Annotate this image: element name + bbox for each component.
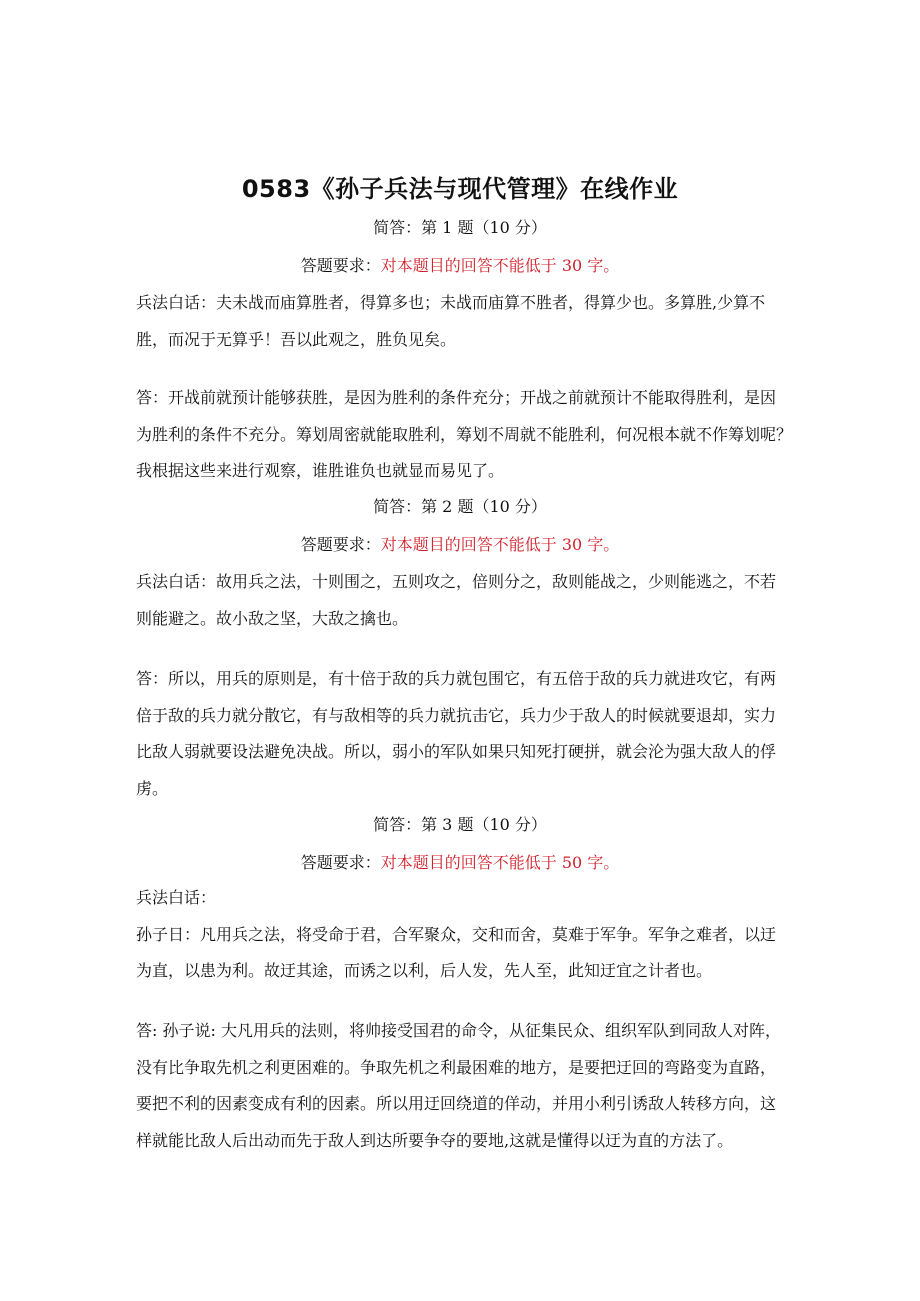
question-1-answer — [136, 380, 791, 490]
question-1-heading: 简答：第 1 题（10 分） — [373, 218, 547, 237]
question-3-requirement — [0, 850, 920, 876]
question-2-source-text — [136, 564, 791, 637]
text-line: 兵法白话： — [136, 888, 217, 907]
question-3-answer — [136, 1013, 791, 1159]
text-line: 比敌人弱就要设法避免决战。所以，弱小的军队如果只知死打硬拼，就会沦为强大敌人的俘 — [136, 742, 777, 761]
text-line: 虏。 — [136, 778, 169, 798]
text-line: 倍于敌的兵力就分散它，有与敌相等的兵力就抗击它，兵力少于敌人的时候就要退却，实力 — [136, 705, 777, 725]
text-line: 答：开战前就预计能够获胜，是因为胜利的条件充分；开战之前就预计不能取得胜利，是因 — [136, 388, 777, 407]
text-line: 为直，以患为利。故迂其途，而诱之以利，后人发，先人至，此知迂宜之计者也。 — [136, 961, 713, 980]
requirement-label: 答题要求： — [300, 256, 381, 275]
text-line: 兵法白话：夫未战而庙算胜者，得算多也；未战而庙算不胜者，得算少也。多算胜,少算不 — [136, 293, 766, 312]
requirement-text: 对本题目的回答不能低于 30 字。 — [380, 535, 620, 554]
requirement-label: 答题要求： — [300, 535, 381, 554]
text-line: 我根据这些来进行观察，谁胜谁负也就显而易见了。 — [136, 461, 505, 480]
text-line: 答：所以，用兵的原则是，有十倍于敌的兵力就包围它，有五倍于敌的兵力就进攻它，有两 — [136, 669, 777, 688]
text-line: 胜，而况于无算乎！吾以此观之，胜负见矣。 — [136, 329, 457, 349]
requirement-text: 对本题目的回答不能低于 50 字。 — [380, 853, 620, 872]
text-line: 孙子日：凡用兵之法，将受命于君，合军聚众，交和而舍，莫难于军争。军争之难者，以迂 — [136, 924, 777, 944]
text-line: 没有比争取先机之利更困难的。争取先机之利最困难的地方，是要把迂回的弯路变为直路， — [136, 1057, 777, 1077]
requirement-label: 答题要求： — [300, 853, 381, 872]
text-line: 兵法白话：故用兵之法，十则围之，五则攻之，倍则分之，敌则能战之，少则能逃之，不若 — [136, 572, 777, 591]
question-1-requirement — [0, 253, 920, 279]
question-2-heading: 简答：第 2 题（10 分） — [373, 497, 547, 516]
text-line: 答: 孙子说: 大凡用兵的法则，将帅接受国君的命令，从征集民众、组织军队到同敌人对阵， — [136, 1021, 781, 1040]
text-line: 要把不利的因素变成有利的因素。所以用迂回绕道的佯动，并用小利引诱敌人转移方向，这 — [136, 1094, 777, 1113]
question-3-heading: 简答：第 3 题（10 分） — [373, 815, 547, 834]
requirement-text: 对本题目的回答不能低于 30 字。 — [380, 256, 620, 275]
question-1-source-text — [136, 285, 791, 358]
text-line: 样就能比敌人后出动而先于敌人到达所要争夺的要地,这就是懂得以迂为直的方法了。 — [136, 1130, 734, 1150]
text-line: 则能避之。故小敌之坚，大敌之擒也。 — [136, 608, 409, 628]
question-2-requirement — [0, 532, 920, 558]
document-title: 0583《孙子兵法与现代管理》在线作业 — [241, 175, 679, 203]
question-3-source-text — [136, 880, 791, 990]
question-2-answer — [136, 661, 791, 807]
text-line: 为胜利的条件不充分。筹划周密就能取胜利，筹划不周就不能胜利，何况根本就不作筹划呢？ — [136, 424, 793, 444]
